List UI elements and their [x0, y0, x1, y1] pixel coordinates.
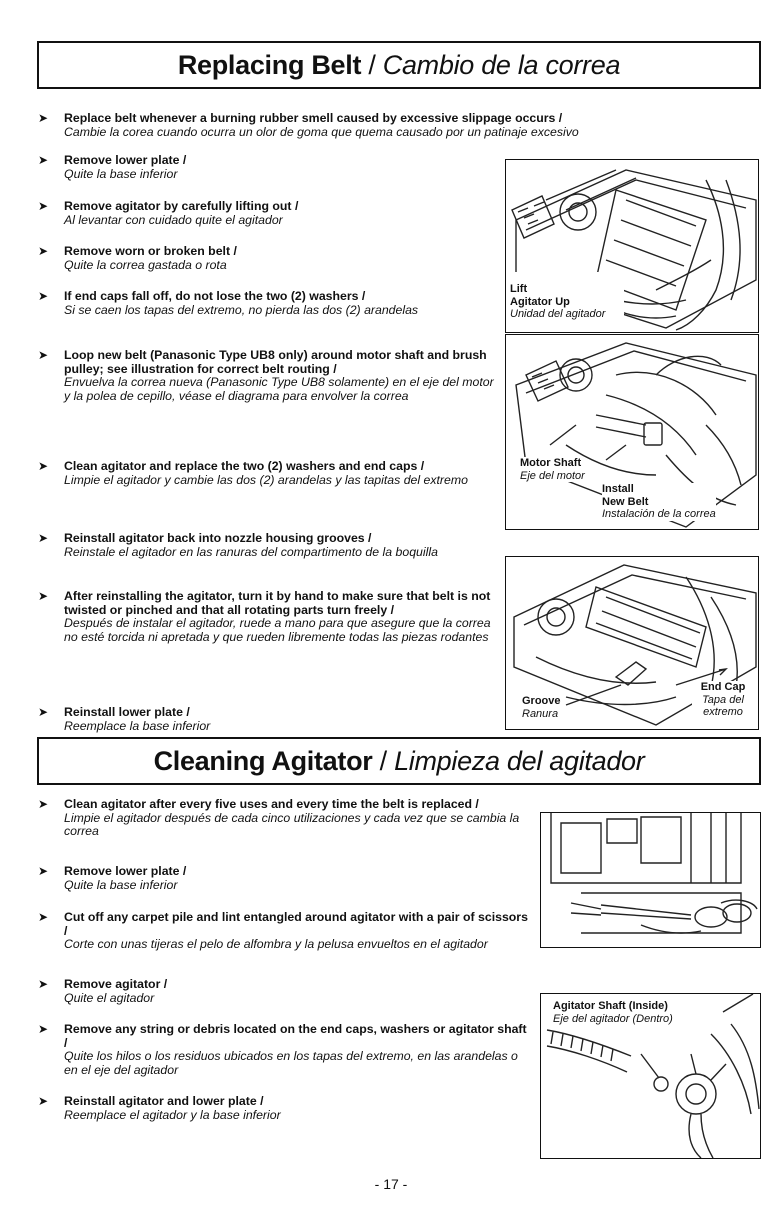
step-en: Remove lower plate / — [64, 864, 187, 878]
list-item — [38, 154, 498, 181]
step-es: Después de instalar el agitador, ruede a mano para que asegure que la correa no esté torcida ni apretada y que rueden libremente todas las piezas rodantes — [64, 616, 491, 644]
step-es: Quite el agitador — [64, 990, 155, 1005]
step-es: Reemplace el agitador y la base inferior — [64, 1107, 281, 1122]
step-en: Reinstall agitator and lower plate / — [64, 1094, 264, 1108]
arrow-icon: ➤ — [38, 348, 49, 362]
step-es: Envuelva la correa nueva (Panasonic Type UB8 solamente) en el eje del motor y la polea de cepillo, véase el diagrama para envolver la correa — [64, 375, 494, 403]
arrow-icon: ➤ — [38, 111, 49, 125]
fig1-label-es: Unidad del agitador — [510, 308, 606, 320]
title-separator: / — [372, 745, 395, 776]
step-en: After reinstalling the agitator, turn it by hand to make sure that belt is not twisted or pinched and that all rotating parts turn freely / — [64, 589, 491, 617]
list-item — [38, 911, 528, 952]
title-es: Limpieza del agitador — [394, 745, 645, 776]
figure-cut-with-scissors — [540, 812, 761, 948]
step-en: Remove lower plate / — [64, 153, 187, 167]
figure-install-belt — [505, 334, 759, 530]
fig2-label-es: Instalación de la correa — [602, 508, 716, 520]
page-number: - 17 - — [374, 1176, 408, 1192]
step-es: Limpie el agitador después de cada cinco utilizaciones y cada vez que se cambia la correa — [64, 810, 520, 839]
arrow-icon: ➤ — [38, 1022, 49, 1036]
step-en: Clean agitator and replace the two (2) washers and end caps / — [64, 459, 425, 473]
step-en: Remove worn or broken belt / — [64, 244, 237, 258]
list-item — [38, 532, 503, 559]
fig1-label-lift: Lift — [510, 283, 528, 295]
list-item — [38, 290, 483, 317]
step-es: Limpie el agitador y cambie las dos (2) arandelas y las tapitas del extremo — [64, 472, 468, 487]
fig2-install-labels — [602, 483, 716, 521]
step-es: Quite la correa gastada o rota — [64, 257, 227, 272]
arrow-icon: ➤ — [38, 910, 49, 924]
list-item — [38, 112, 758, 139]
list-item — [38, 978, 528, 1005]
step-es: Quite la base inferior — [64, 166, 178, 181]
step-en: If end caps fall off, do not lose the two (2) washers / — [64, 289, 366, 303]
fig5-label-eje-dentro: Eje del agitador (Dentro) — [553, 1012, 673, 1025]
list-item — [38, 245, 498, 272]
section-header-cleaning-agitator — [37, 737, 761, 785]
arrow-icon: ➤ — [38, 864, 49, 878]
fig3-label-groove: Groove — [522, 695, 561, 707]
fig3-endcap-labels — [692, 681, 754, 719]
fig5-label-shaft-inside: Agitator Shaft (Inside) — [553, 1000, 668, 1012]
list-item — [38, 349, 498, 403]
fig5-labels — [553, 1000, 673, 1025]
arrow-icon: ➤ — [38, 289, 49, 303]
fig2-label-install: Install — [602, 483, 634, 495]
list-item — [38, 1095, 528, 1122]
step-en: Cut off any carpet pile and lint entangled around agitator with a pair of scissors / — [64, 910, 528, 938]
fig2-motor-labels — [520, 457, 585, 482]
list-item — [38, 460, 498, 487]
step-en: Remove agitator / — [64, 977, 168, 991]
step-es: Quite los hilos o los residuos ubicados en los tapas del extremo, en las arandelas o en el eje del agitador — [64, 1049, 518, 1077]
fig1-labels — [510, 283, 605, 321]
figure-lift-agitator — [505, 159, 759, 333]
arrow-icon: ➤ — [38, 199, 49, 213]
step-es: Reinstale el agitador en las ranuras del compartimento de la boquilla — [64, 544, 438, 559]
step-es: Quite la base inferior — [64, 877, 178, 892]
list-item — [38, 798, 528, 839]
step-es: Si se caen los tapas del extremo, no pierda las dos (2) arandelas — [64, 302, 419, 317]
list-item — [38, 1023, 528, 1077]
arrow-icon: ➤ — [38, 244, 49, 258]
arrow-icon: ➤ — [38, 153, 49, 167]
arrow-icon: ➤ — [38, 531, 49, 545]
step-en: Clean agitator after every five uses and every time the belt is replaced / — [64, 797, 479, 811]
step-en: Reinstall agitator back into nozzle housing grooves / — [64, 531, 372, 545]
arrow-icon: ➤ — [38, 1094, 49, 1108]
arrow-icon: ➤ — [38, 797, 49, 811]
step-en: Remove agitator by carefully lifting out / — [64, 199, 299, 213]
fig3-label-ranura: Ranura — [522, 707, 559, 720]
fig3-label-end-cap: End Cap — [700, 681, 746, 693]
step-es: Corte con unas tijeras el pelo de alfombra y la pelusa envueltos en el agitador — [64, 937, 488, 952]
scissors-illustration — [541, 813, 761, 948]
figure-agitator-shaft — [540, 993, 761, 1159]
title-en: Replacing Belt — [177, 49, 362, 80]
step-es: Al levantar con cuidado quite el agitador — [64, 212, 283, 227]
fig3-groove-labels — [522, 695, 561, 720]
fig2-label-new-belt: New Belt — [602, 495, 649, 508]
title-en: Cleaning Agitator — [153, 745, 373, 776]
step-es: Cambie la corea cuando ocurra un olor de goma que quema causado por un patinaje excesivo — [64, 124, 579, 139]
arrow-icon: ➤ — [38, 459, 49, 473]
list-item — [38, 590, 498, 644]
fig3-label-extremo: extremo — [703, 706, 743, 718]
step-en: Replace belt whenever a burning rubber smell caused by excessive slippage occurs / — [64, 111, 563, 125]
fig2-label-eje-motor: Eje del motor — [520, 469, 585, 482]
figure-groove-end-cap — [505, 556, 759, 730]
step-en: Loop new belt (Panasonic Type UB8 only) around motor shaft and brush pulley; see illustration for correct belt routing / — [64, 348, 487, 376]
title-separator: / — [361, 49, 383, 80]
title-es: Cambio de la correa — [382, 49, 621, 80]
fig1-label-agitator-up: Agitator Up — [510, 295, 570, 308]
list-item — [38, 200, 498, 227]
step-en: Reinstall lower plate / — [64, 705, 190, 719]
list-item — [38, 865, 528, 892]
arrow-icon: ➤ — [38, 705, 49, 719]
section-header-replacing-belt — [37, 41, 761, 89]
step-en: Remove any string or debris located on the end caps, washers or agitator shaft / — [64, 1022, 527, 1050]
fig3-label-tapa-del: Tapa del — [702, 693, 744, 706]
list-item — [38, 706, 498, 733]
arrow-icon: ➤ — [38, 977, 49, 991]
step-es: Reemplace la base inferior — [64, 718, 211, 733]
fig2-label-motor-shaft: Motor Shaft — [520, 457, 582, 469]
arrow-icon: ➤ — [38, 589, 49, 603]
